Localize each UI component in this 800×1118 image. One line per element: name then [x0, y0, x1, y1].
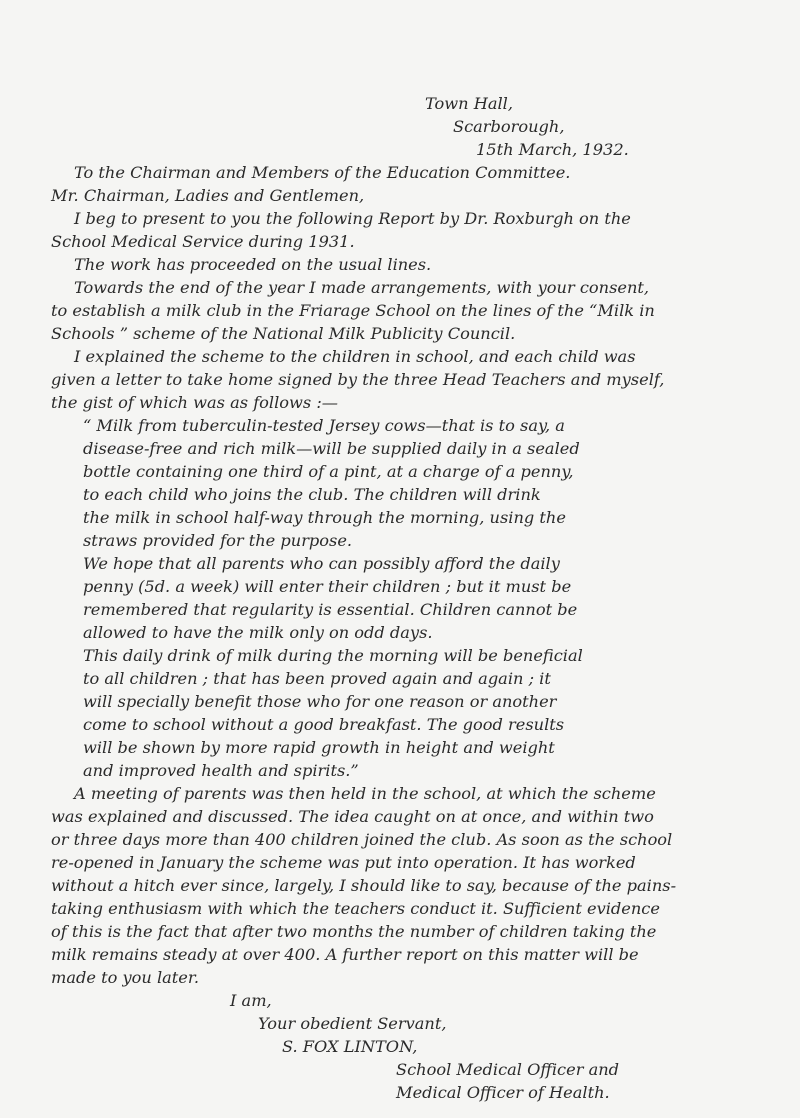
signatory-name: S. FOX LINTON,	[282, 1037, 418, 1056]
closing-line-8: milk remains steady at over 400. A further report on this matter will be	[51, 945, 639, 964]
quote-1-line-2: disease-free and rich milk—will be supplied daily in a sealed	[83, 439, 580, 458]
addressee: To the Chairman and Members of the Education Committee.	[74, 163, 571, 182]
closing-line-4: re-opened in January the scheme was put into operation. It has worked	[51, 853, 636, 872]
quote-2-line-3: remembered that regularity is essential. Children cannot be	[83, 600, 578, 619]
closing-line-3: or three days more than 400 children joined the club. As soon as the school	[51, 830, 673, 849]
closing-line-7: of this is the fact that after two months the number of children taking the	[51, 922, 657, 941]
paragraph-4-line-1: I explained the scheme to the children in school, and each child was	[74, 347, 636, 366]
quote-1-line-3: bottle containing one third of a pint, at a charge of a penny,	[83, 462, 574, 481]
closing-line-2: was explained and discussed. The idea caught on at once, and within two	[51, 807, 654, 826]
sign-off-servant: Your obedient Servant,	[258, 1014, 447, 1033]
closing-line-5: without a hitch ever since, largely, I should like to say, because of the pains-	[51, 876, 677, 895]
paragraph-3-line-1: Towards the end of the year I made arrangements, with your consent,	[74, 278, 650, 297]
closing-line-1: A meeting of parents was then held in the school, at which the scheme	[74, 784, 656, 803]
paragraph-3-line-2: to establish a milk club in the Friarage School on the lines of the “Milk in	[51, 301, 655, 320]
quote-1-line-1: “ Milk from tuberculin-tested Jersey cows—that is to say, a	[83, 416, 565, 435]
quote-1-line-4: to each child who joins the club. The children will drink	[83, 485, 541, 504]
quote-3-line-2: to all children ; that has been proved again and again ; it	[83, 669, 551, 688]
paragraph-4-line-3: the gist of which was as follows :—	[51, 393, 338, 412]
closing-line-9: made to you later.	[51, 968, 199, 987]
quote-2-line-2: penny (5d. a week) will enter their children ; but it must be	[83, 577, 572, 596]
quote-3-line-3: will specially benefit those who for one reason or another	[83, 692, 557, 711]
signature-title-line-2: Medical Officer of Health.	[396, 1083, 610, 1102]
quote-1-line-5: the milk in school half-way through the morning, using the	[83, 508, 566, 527]
closing-line-6: taking enthusiasm with which the teachers conduct it. Sufficient evidence	[51, 899, 660, 918]
salutation: Mr. Chairman, Ladies and Gentlemen,	[51, 186, 365, 205]
address-date: 15th March, 1932.	[476, 140, 629, 159]
paragraph-4-line-2: given a letter to take home signed by the three Head Teachers and myself,	[51, 370, 665, 389]
address-line-1: Town Hall,	[425, 94, 513, 113]
signature-title-line-1: School Medical Officer and	[396, 1060, 620, 1079]
quote-1-line-6: straws provided for the purpose.	[83, 531, 353, 550]
quote-2-line-1: We hope that all parents who can possibly afford the daily	[83, 554, 560, 573]
quote-2-line-4: allowed to have the milk only on odd days.	[83, 623, 433, 642]
quote-3-line-5: will be shown by more rapid growth in height and weight	[83, 738, 555, 757]
paragraph-2-line-1: The work has proceeded on the usual lines.	[74, 255, 432, 274]
quote-3-line-1: This daily drink of milk during the morning will be beneficial	[83, 646, 583, 665]
sign-off-i-am: I am,	[230, 991, 272, 1010]
paragraph-1-line-2: School Medical Service during 1931.	[51, 232, 355, 251]
address-line-2: Scarborough,	[453, 117, 565, 136]
quote-3-line-4: come to school without a good breakfast. The good results	[83, 715, 565, 734]
paragraph-3-line-3: Schools ” scheme of the National Milk Publicity Council.	[51, 324, 516, 343]
quote-3-line-6: and improved health and spirits.”	[83, 761, 359, 780]
paragraph-1-line-1: I beg to present to you the following Report by Dr. Roxburgh on the	[74, 209, 631, 228]
